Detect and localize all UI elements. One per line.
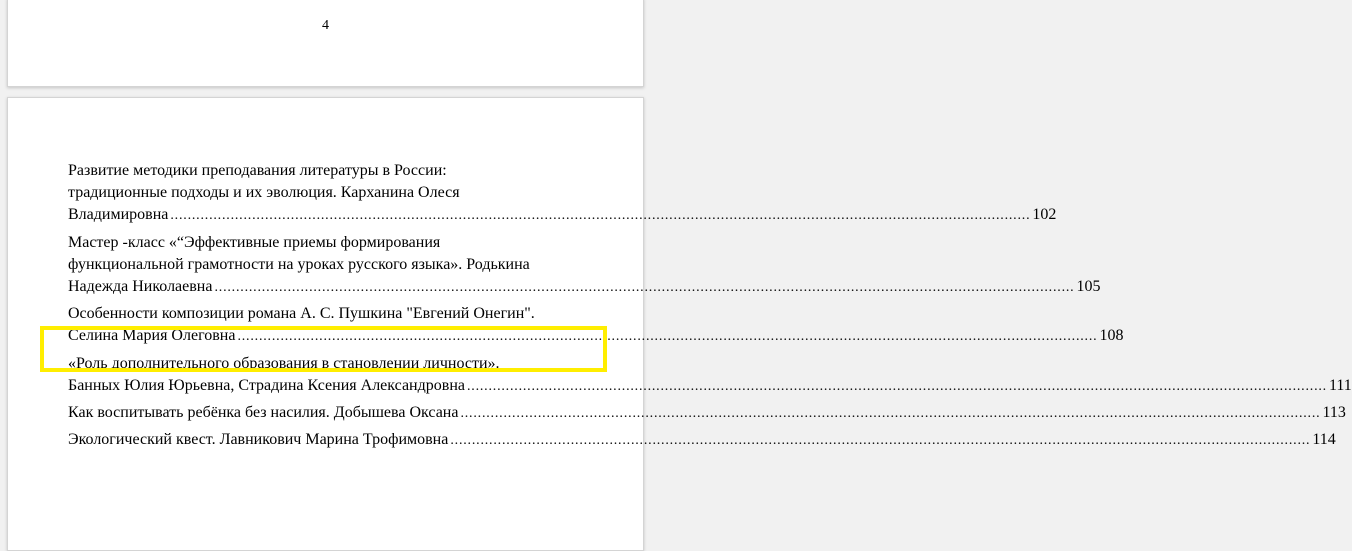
toc-page-number: 111	[1328, 376, 1352, 394]
dot-leader: ........................................................................................................................................................................................................	[170, 208, 1031, 224]
dot-leader: ........................................................................................................................................................................................................	[214, 280, 1075, 296]
toc-entry[interactable]	[68, 160, 1057, 228]
toc-entry-line: Как воспитывать ребёнка без насилия. Добышева Оксана	[68, 404, 459, 422]
toc-entry-line: Особенности композиции романа А. С. Пушкина "Евгений Онегин".	[68, 305, 535, 323]
toc-page-number: 114	[1312, 431, 1336, 449]
toc-entry-line: традиционные подходы и их эволюция. Карханина Олеся	[68, 184, 460, 202]
document-page	[7, 97, 1352, 551]
page-number: 4	[322, 18, 329, 33]
toc-page-number: 102	[1032, 206, 1057, 224]
previous-page	[7, 0, 644, 87]
toc-entry-line: Мастер -класс «“Эффективные приемы формирования	[68, 233, 441, 251]
toc-page-number: 105	[1076, 278, 1101, 296]
toc-page-number: 108	[1099, 327, 1124, 345]
dot-leader: ........................................................................................................................................................................................................	[237, 329, 1098, 345]
toc-entry-line: Селина Мария Олеговна	[68, 327, 236, 345]
toc-entry[interactable]	[68, 232, 1101, 300]
toc-entry-line: Развитие методики преподавания литературы в России:	[68, 162, 447, 179]
table-of-contents	[68, 160, 1352, 456]
dot-leader: ........................................................................................................................................................................................................	[466, 378, 1327, 394]
toc-entry-line: Владимировна	[68, 206, 169, 224]
dot-leader: ........................................................................................................................................................................................................	[460, 406, 1321, 422]
toc-entry-line: Надежда Николаевна	[68, 278, 213, 296]
toc-entry[interactable]	[68, 402, 1346, 425]
toc-entry[interactable]	[68, 303, 1124, 348]
toc-entry[interactable]	[68, 353, 1352, 398]
toc-entry-line: «Роль дополнительного образования в становлении личности».	[68, 354, 500, 372]
toc-entry-line: Банных Юлия Юрьевна, Страдина Ксения Александровна	[68, 376, 465, 394]
toc-entry-line: Экологический квест. Лавникович Марина Трофимовна	[68, 431, 449, 449]
toc-page-number: 113	[1322, 404, 1346, 422]
toc-entry-line: функциональной грамотности на уроках русского языка». Родькина	[68, 255, 530, 273]
dot-leader: ........................................................................................................................................................................................................	[450, 433, 1311, 449]
toc-entry[interactable]	[68, 429, 1336, 452]
